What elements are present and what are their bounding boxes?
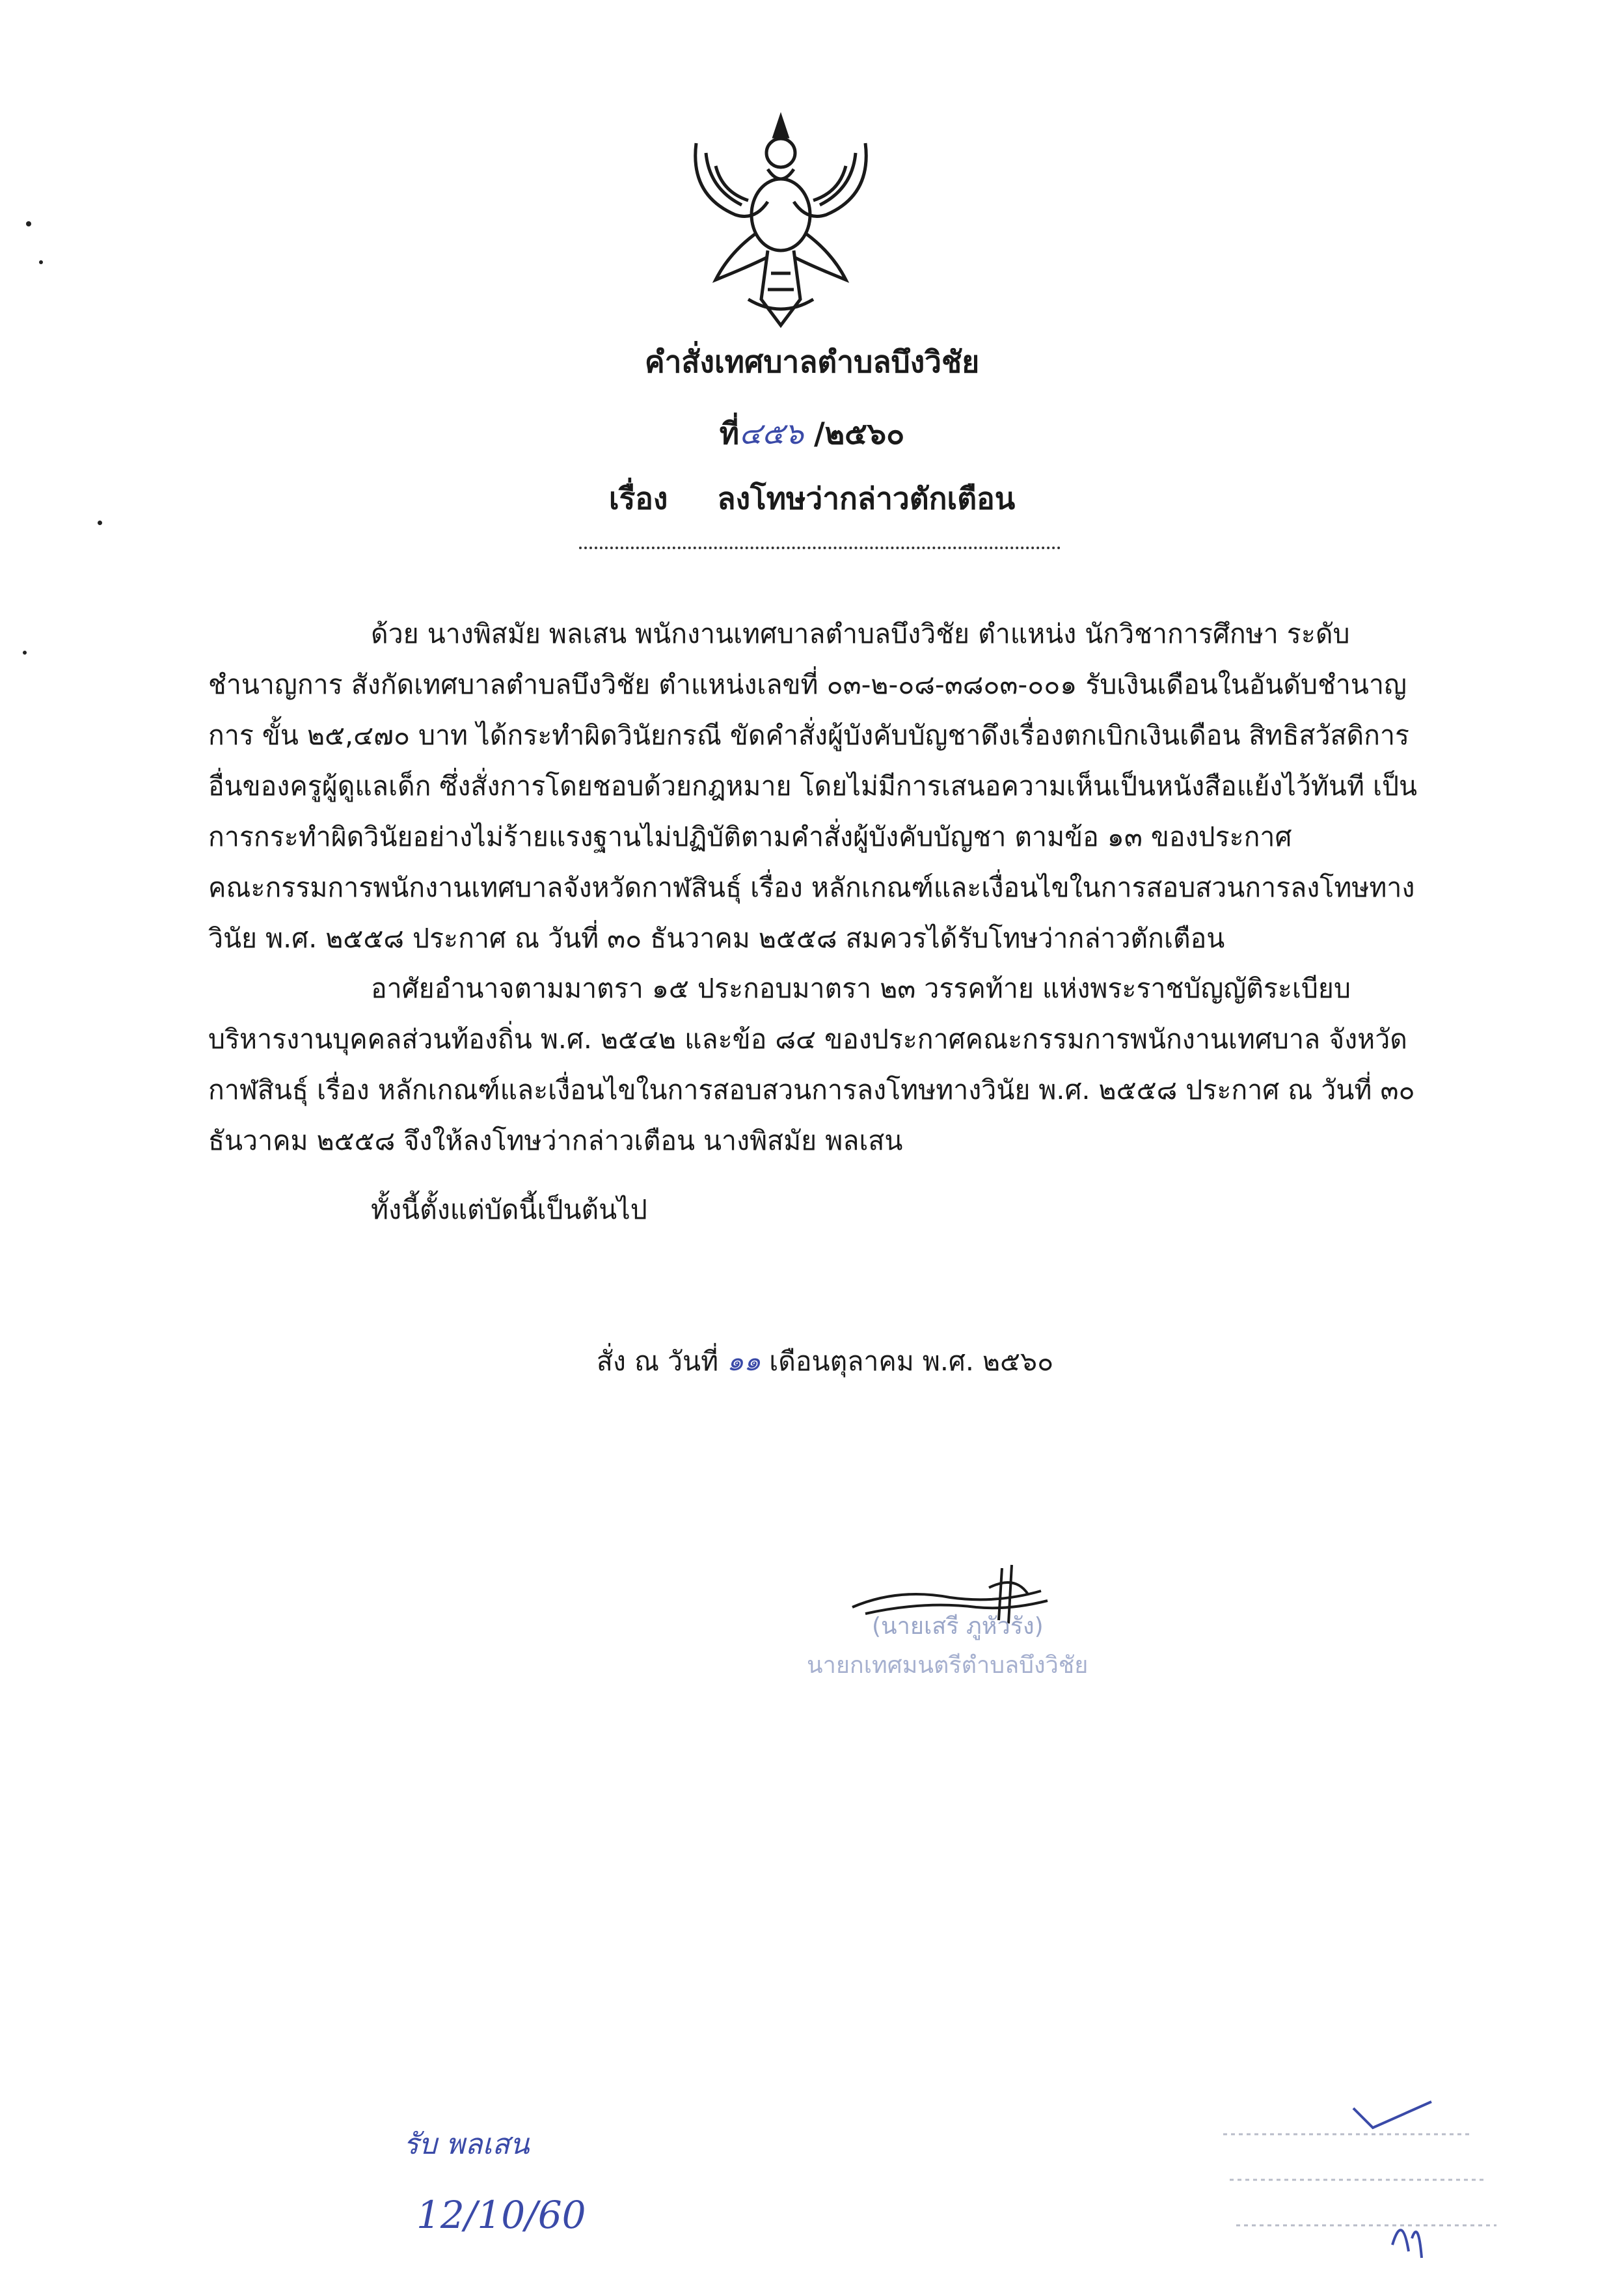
order-number-prefix: ที่ [719, 416, 740, 451]
subject-text: ลงโทษว่ากล่าวตักเตือน [717, 481, 1016, 516]
scan-speck [98, 521, 102, 525]
paragraph-line: ธันวาคม ๒๕๕๘ จึงให้ลงโทษว่ากล่าวเตือน นางพิสมัย พลเสน [208, 1125, 903, 1156]
paragraph-2 [208, 963, 1425, 1166]
handwritten-date-note: 12/10/60 [416, 2193, 586, 2237]
paragraph-line: ด้วย นางพิสมัย พลเสน พนักงานเทศบาลตำบลบึงวิชัย ตำแหน่ง นักวิชาการศึกษา ระดับ [371, 618, 1350, 649]
scan-speck [23, 651, 27, 655]
document-title: คำสั่งเทศบาลตำบลบึงวิชัย [644, 344, 980, 379]
signatory-name: (นายเสรี ภูหัวรัง) [872, 1613, 1044, 1640]
date-prefix: สั่ง ณ วันที่ [596, 1346, 719, 1377]
paragraph-3 [208, 1184, 1425, 1235]
dotted-divider [579, 547, 1061, 549]
paragraph-line: กาฬสินธุ์ เรื่อง หลักเกณฑ์และเงื่อนไขในการสอบสวนการลงโทษทางวินัย พ.ศ. ๒๕๕๘ ประกาศ ณ วันที่ ๓๐ [208, 1074, 1415, 1106]
paragraph-line: คณะกรรมการพนักงานเทศบาลจังหวัดกาฬสินธุ์ เรื่อง หลักเกณฑ์และเงื่อนไขในการสอบสวนการลงโทษทาง [208, 872, 1415, 903]
paragraph-line: การกระทำผิดวินัยอย่างไม่ร้ายแรงฐานไม่ปฏิบัติตามคำสั่งผู้บังคับบัญชา ตามข้อ ๑๓ ของประกาศ [208, 821, 1292, 852]
date-suffix: เดือนตุลาคม พ.ศ. ๒๕๖๐ [769, 1346, 1054, 1377]
paragraph-line: ชำนาญการ สังกัดเทศบาลตำบลบึงวิชัย ตำแหน่งเลขที่ ๐๓-๒-๐๘-๓๘๐๓-๐๐๑ รับเงินเดือนในอันดับชำนาญ [208, 669, 1407, 700]
paragraph-line: การ ขั้น ๒๕,๔๗๐ บาท ได้กระทำผิดวินัยกรณี ขัดคำสั่งผู้บังคับบัญชาดึงเรื่องตกเบิกเงินเดือน สิทธิสวัสดิการ [208, 720, 1410, 751]
paragraph-line: บริหารงานบุคคลส่วนท้องถิ่น พ.ศ. ๒๕๔๒ และข้อ ๘๔ ของประกาศคณะกรรมการพนักงานเทศบาล จังหวัด [208, 1024, 1407, 1055]
order-date [0, 1340, 1624, 1383]
scan-speck [39, 260, 43, 264]
paragraph-line: วินัย พ.ศ. ๒๕๕๘ ประกาศ ณ วันที่ ๓๐ ธันวาคม ๒๕๕๘ สมควรได้รับโทษว่ากล่าวตักเตือน [208, 923, 1225, 954]
paragraph-line: อื่นของครูผู้ดูแลเด็ก ซึ่งสั่งการโดยชอบด้วยกฎหมาย โดยไม่มีการเสนอความเห็นเป็นหนังสือแย้งไว้ทันที เป็น [208, 770, 1418, 802]
paragraph-line: อาศัยอำนาจตามมาตรา ๑๕ ประกอบมาตรา ๒๓ วรรคท้าย แห่งพระราชบัญญัติระเบียบ [371, 973, 1351, 1004]
order-number [0, 410, 1624, 457]
date-day-handwritten: ๑๑ [727, 1346, 761, 1377]
signatory-position: นายกเทศมนตรีตำบลบึงวิชัย [807, 1652, 1089, 1679]
paragraph-1 [208, 608, 1425, 964]
faded-stamp-icon [1223, 2095, 1575, 2264]
handwritten-note: รับ พลเสน [403, 2128, 530, 2161]
order-number-suffix: /๒๕๖๐ [813, 416, 905, 451]
scan-speck [26, 221, 31, 226]
subject-line [0, 475, 1624, 522]
garuda-emblem-icon [670, 104, 891, 338]
paragraph-line: ทั้งนี้ตั้งแต่บัดนี้เป็นต้นไป [371, 1194, 647, 1225]
subject-label: เรื่อง [608, 481, 668, 516]
order-number-handwritten: ๔๕๖ [739, 416, 804, 451]
